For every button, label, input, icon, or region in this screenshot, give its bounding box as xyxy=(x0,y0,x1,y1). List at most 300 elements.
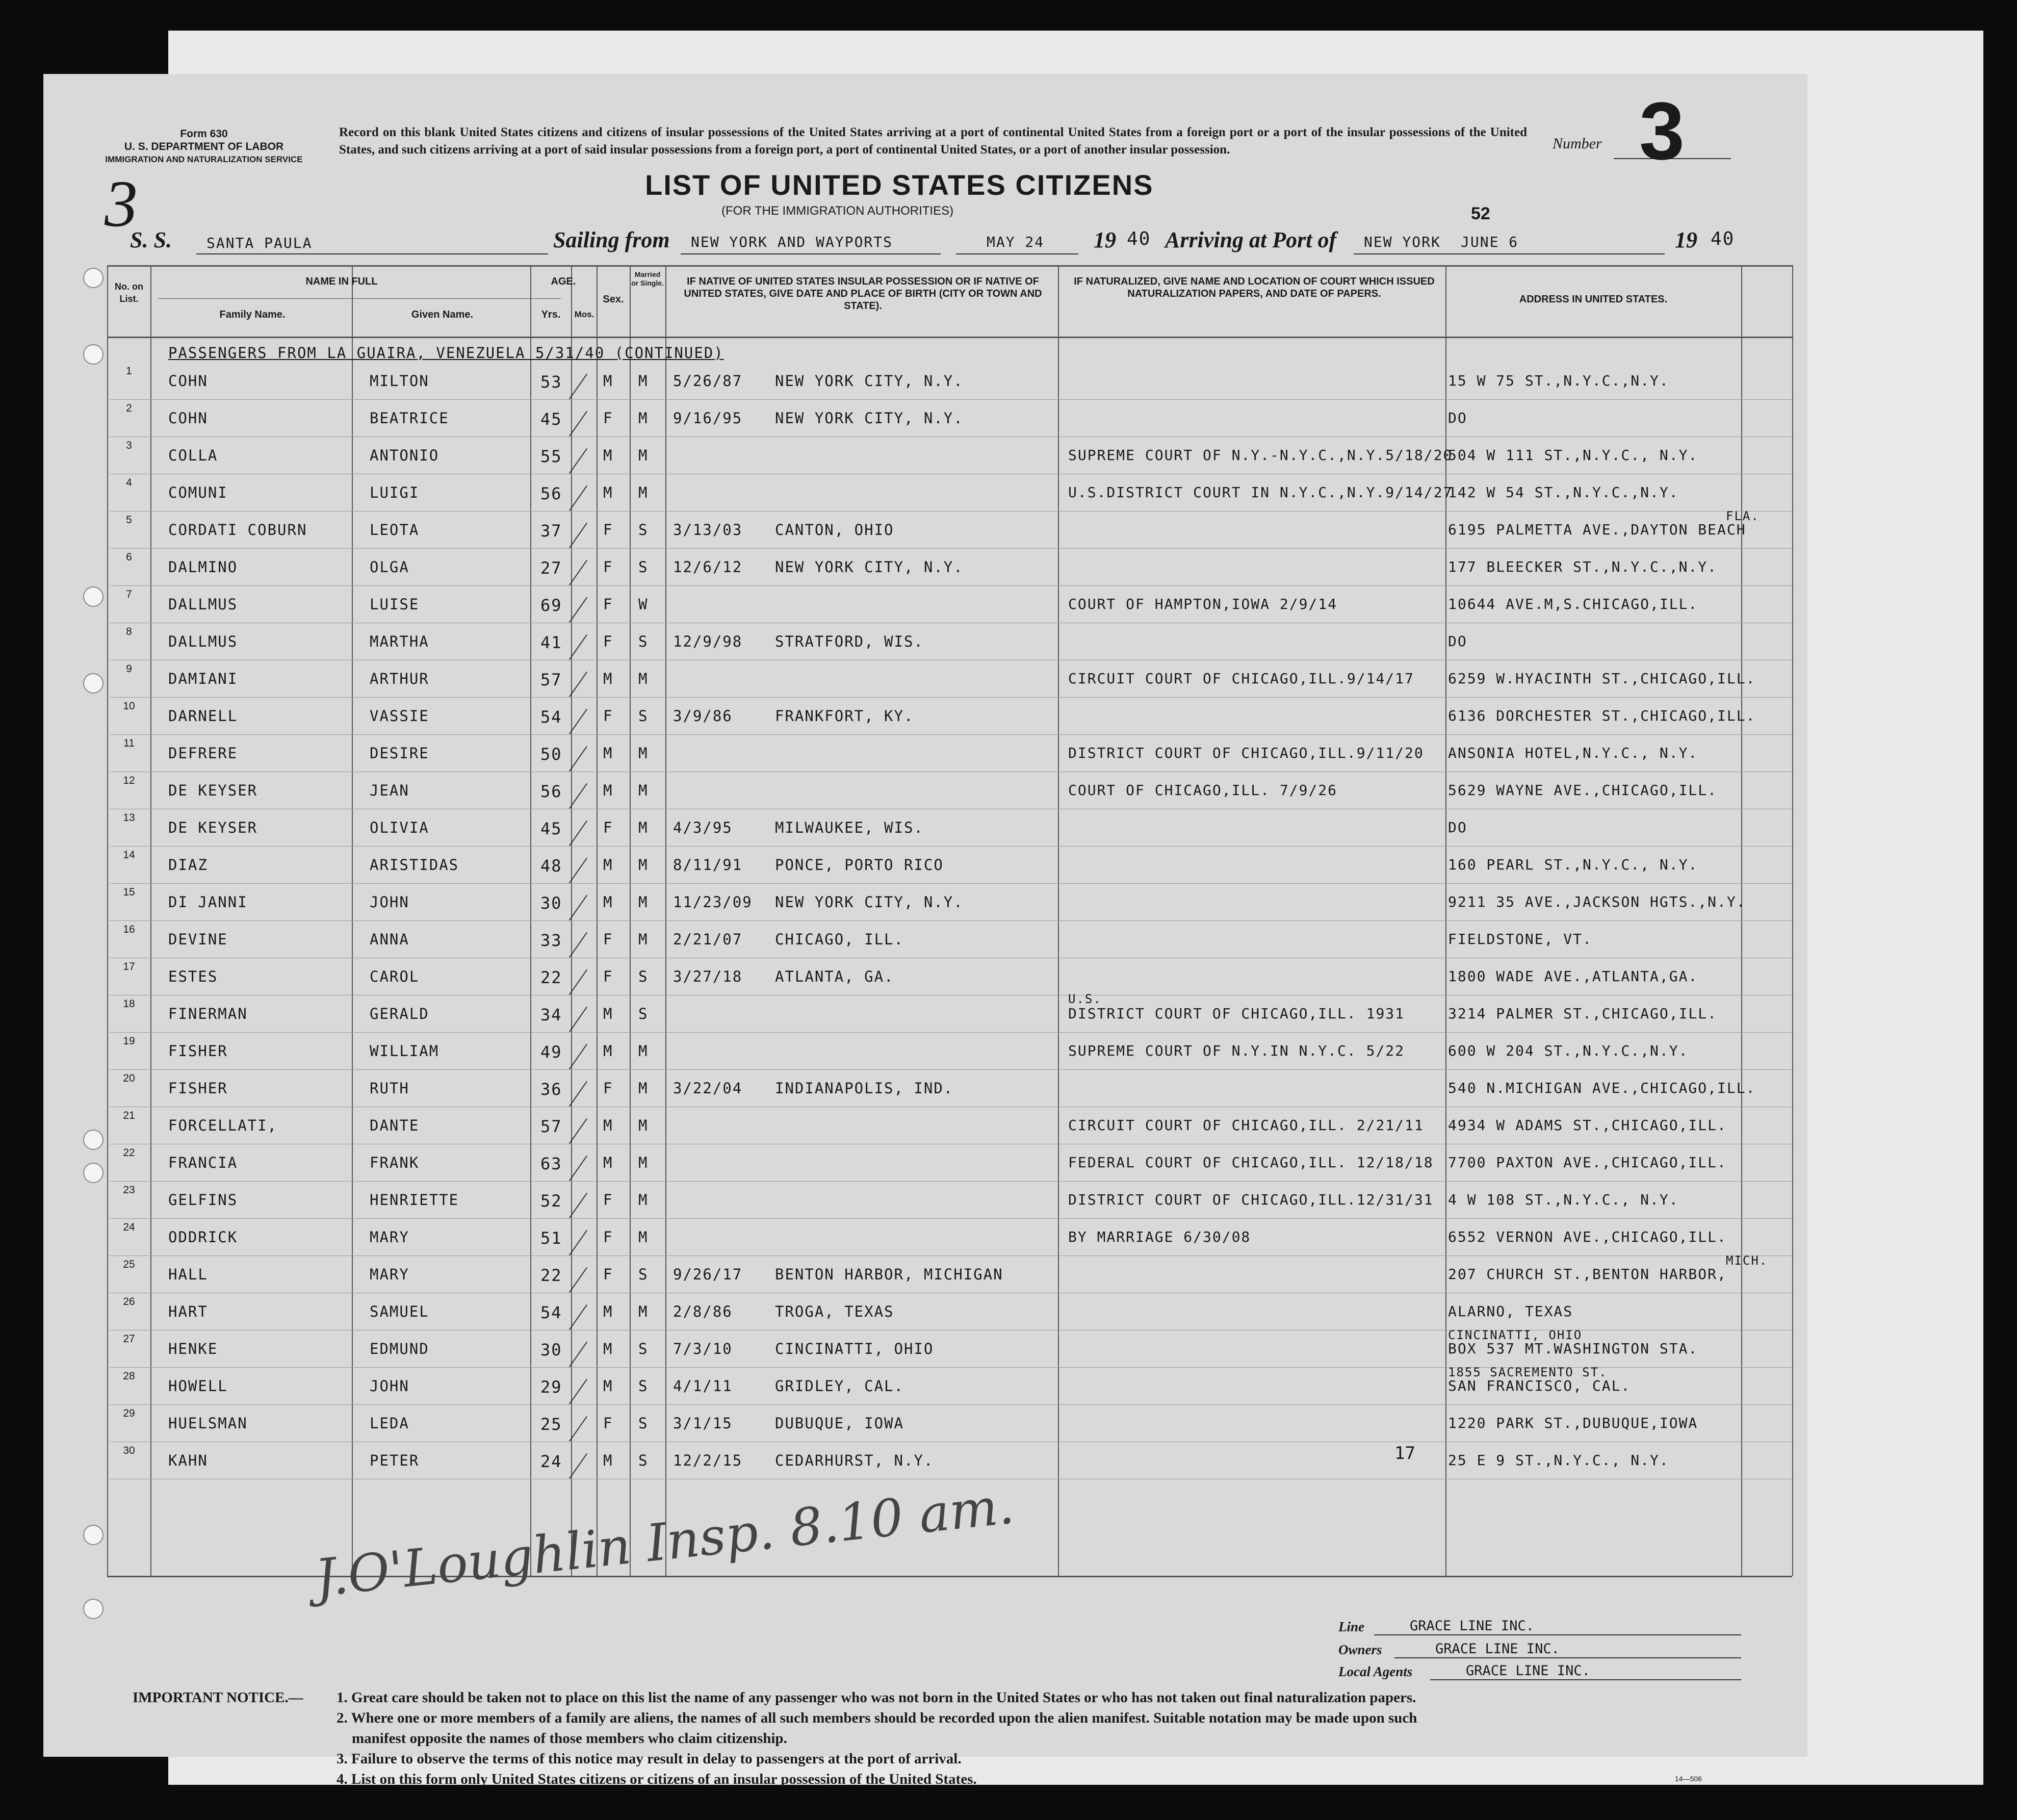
given-name: ARISTIDAS xyxy=(370,856,459,874)
address: 6136 DORCHESTER ST.,CHICAGO,ILL. xyxy=(1448,707,1756,724)
owners-label: Owners xyxy=(1338,1642,1382,1657)
marital-status: M xyxy=(638,1117,649,1134)
row-number: 16 xyxy=(123,924,135,935)
family-name: COHN xyxy=(168,409,208,427)
row-number: 25 xyxy=(123,1259,135,1270)
family-name: COHN xyxy=(168,372,208,390)
row-number: 13 xyxy=(123,812,135,824)
marital-status: S xyxy=(638,1340,649,1357)
address: 3214 PALMER ST.,CHICAGO,ILL. xyxy=(1448,1005,1718,1022)
sex: F xyxy=(603,819,613,836)
given-name: FRANK xyxy=(370,1154,420,1171)
age: 25 xyxy=(540,1415,562,1434)
naturalization-court: DISTRICT COURT OF CHICAGO,ILL.12/31/31 xyxy=(1068,1191,1434,1208)
family-name: DARNELL xyxy=(168,707,238,725)
row-rule xyxy=(110,1218,1792,1219)
notice-item-3: 3. Failure to observe the terms of this notice may result in delay to passengers at the port of arrival. xyxy=(337,1751,962,1767)
family-name: DIAZ xyxy=(168,856,208,874)
family-name: HENKE xyxy=(168,1340,218,1357)
header-age: AGE. xyxy=(551,276,576,287)
list-number: 3 xyxy=(1639,85,1685,176)
arriving-label: Arriving at Port of xyxy=(1165,227,1337,252)
age: 51 xyxy=(540,1228,562,1248)
given-name: WILLIAM xyxy=(370,1042,439,1060)
sex: M xyxy=(603,893,613,911)
sex: M xyxy=(603,372,613,390)
row-rule xyxy=(110,1069,1792,1070)
sex: F xyxy=(603,968,613,985)
line-label: Line xyxy=(1338,1619,1364,1634)
birth-place: NEW YORK CITY, N.Y. xyxy=(775,409,964,427)
family-name: COMUNI xyxy=(168,484,228,501)
given-name: HENRIETTE xyxy=(370,1191,459,1209)
sex: F xyxy=(603,931,613,948)
naturalization-court: COURT OF CHICAGO,ILL. 7/9/26 xyxy=(1068,782,1338,799)
header-native: IF NATIVE OF UNITED STATES INSULAR POSSESSION OR IF NATIVE OF UNITED STATES, GIVE DATE AND PLACE OF BIRTH (CITY OR TOWN AND STATE). xyxy=(684,276,1042,312)
birth-place: STRATFORD, WIS. xyxy=(775,633,924,650)
header-yrs: Yrs. xyxy=(541,309,561,320)
given-name: EDMUND xyxy=(370,1340,429,1357)
address: 6195 PALMETTA AVE.,DAYTON BEACH xyxy=(1448,521,1746,538)
given-name: ANNA xyxy=(370,931,409,948)
birth-place: NEW YORK CITY, N.Y. xyxy=(775,893,964,911)
row-number: 20 xyxy=(123,1072,135,1084)
punch-hole xyxy=(83,1599,104,1619)
age: 55 xyxy=(540,447,562,466)
naturalization-court: U.S.DISTRICT COURT IN N.Y.C.,N.Y.9/14/27 xyxy=(1068,484,1453,501)
arrival-date: JUNE 6 xyxy=(1461,234,1519,250)
birth-place: ATLANTA, GA. xyxy=(775,968,894,985)
marital-status: M xyxy=(638,670,649,687)
given-name: MARTHA xyxy=(370,633,429,650)
family-name: ODDRICK xyxy=(168,1228,238,1246)
birth-place: GRIDLEY, CAL. xyxy=(775,1377,904,1395)
header-address: ADDRESS IN UNITED STATES. xyxy=(1519,294,1668,305)
birth-date: 8/11/91 xyxy=(673,856,743,874)
address: 177 BLEECKER ST.,N.Y.C.,N.Y. xyxy=(1448,558,1718,575)
manifest-page xyxy=(43,74,1807,1787)
punch-hole xyxy=(83,1130,104,1150)
given-name: LUISE xyxy=(370,596,420,613)
naturalization-court: SUPREME COURT OF N.Y.IN N.Y.C. 5/22 xyxy=(1068,1042,1405,1059)
age: 24 xyxy=(540,1452,562,1471)
birth-place: INDIANAPOLIS, IND. xyxy=(775,1080,954,1097)
given-name: JEAN xyxy=(370,782,409,799)
given-name: DANTE xyxy=(370,1117,420,1134)
given-name: BEATRICE xyxy=(370,409,449,427)
age: 37 xyxy=(540,521,562,541)
age: 52 xyxy=(540,1191,562,1211)
sex: F xyxy=(603,1191,613,1209)
given-name: JOHN xyxy=(370,893,409,911)
age: 69 xyxy=(540,596,562,615)
marital-status: M xyxy=(638,372,649,390)
sex: M xyxy=(603,1303,613,1320)
marital-status: M xyxy=(638,1154,649,1171)
marital-status: S xyxy=(638,1266,649,1283)
sail-date: MAY 24 xyxy=(987,234,1045,250)
row-number: 10 xyxy=(123,700,135,712)
punch-hole xyxy=(83,1525,104,1545)
sex: F xyxy=(603,1228,613,1246)
address: FIELDSTONE, VT. xyxy=(1448,931,1592,947)
ss-label: S. S. xyxy=(130,227,172,252)
stamp-number: 52 xyxy=(1471,204,1490,223)
sex: M xyxy=(603,670,613,687)
marital-status: M xyxy=(638,782,649,799)
given-name: OLGA xyxy=(370,558,409,576)
family-name: COLLA xyxy=(168,447,218,464)
sailing-from: NEW YORK AND WAYPORTS xyxy=(691,234,893,250)
birth-place: TROGA, TEXAS xyxy=(775,1303,894,1320)
marital-status: S xyxy=(638,968,649,985)
birth-date: 9/26/17 xyxy=(673,1266,743,1283)
age: 56 xyxy=(540,782,562,801)
address-extra: FLA. xyxy=(1726,509,1760,523)
family-name: DEFRERE xyxy=(168,745,238,762)
court-extra: U.S. xyxy=(1068,992,1102,1006)
birth-date: 3/1/15 xyxy=(673,1415,733,1432)
row-number: 21 xyxy=(123,1110,135,1121)
row-number: 3 xyxy=(126,440,132,451)
age: 41 xyxy=(540,633,562,652)
margin-note: 17 xyxy=(1394,1443,1415,1464)
naturalization-court: FEDERAL COURT OF CHICAGO,ILL. 12/18/18 xyxy=(1068,1154,1434,1171)
header-naturalized: IF NATURALIZED, GIVE NAME AND LOCATION OF COURT WHICH ISSUED NATURALIZATION PAPERS, AND DATE OF PAPERS. xyxy=(1074,276,1435,299)
notice-label: IMPORTANT NOTICE.— xyxy=(133,1689,303,1706)
ship-name: SANTA PAULA xyxy=(206,235,313,251)
sex: F xyxy=(603,596,613,613)
sex: F xyxy=(603,1080,613,1097)
marital-status: S xyxy=(638,521,649,539)
age: 33 xyxy=(540,931,562,950)
given-name: ARTHUR xyxy=(370,670,429,687)
marital-status: M xyxy=(638,1191,649,1209)
age: 53 xyxy=(540,372,562,392)
sex: F xyxy=(603,707,613,725)
row-number: 28 xyxy=(123,1370,135,1382)
family-name: HALL xyxy=(168,1266,208,1283)
sex: F xyxy=(603,409,613,427)
arrival-port: NEW YORK xyxy=(1364,234,1441,250)
sex: M xyxy=(603,1042,613,1060)
family-name: DE KEYSER xyxy=(168,819,258,836)
family-name: DAMIANI xyxy=(168,670,238,687)
row-rule xyxy=(110,883,1792,884)
age: 57 xyxy=(540,1117,562,1136)
sex: M xyxy=(603,1377,613,1395)
row-number: 11 xyxy=(123,737,135,749)
given-name: LEOTA xyxy=(370,521,420,539)
row-number: 24 xyxy=(123,1221,135,1233)
birth-place: MILWAUKEE, WIS. xyxy=(775,819,924,836)
given-name: MILTON xyxy=(370,372,429,390)
birth-place: BENTON HARBOR, MICHIGAN xyxy=(775,1266,1003,1283)
header-mos: Mos. xyxy=(574,310,594,319)
row-number: 8 xyxy=(126,626,132,637)
row-rule xyxy=(110,1032,1792,1033)
row-rule xyxy=(110,548,1792,549)
birth-date: 4/1/11 xyxy=(673,1377,733,1395)
given-name: RUTH xyxy=(370,1080,409,1097)
address: 5629 WAYNE AVE.,CHICAGO,ILL. xyxy=(1448,782,1718,799)
punch-hole xyxy=(83,673,104,694)
family-name: FISHER xyxy=(168,1042,228,1060)
age: 36 xyxy=(540,1080,562,1099)
given-name: MARY xyxy=(370,1266,409,1283)
header-name-in-full: NAME IN FULL xyxy=(305,276,378,287)
marital-status: M xyxy=(638,1042,649,1060)
sail-year: 40 xyxy=(1127,228,1151,249)
row-number: 15 xyxy=(123,886,135,898)
handwritten-number: 3 xyxy=(105,167,138,241)
marital-status: M xyxy=(638,1303,649,1320)
row-number: 22 xyxy=(123,1147,135,1159)
birth-date: 3/27/18 xyxy=(673,968,743,985)
address: 1220 PARK ST.,DUBUQUE,IOWA xyxy=(1448,1415,1698,1431)
printer-mark: 14—506 xyxy=(1675,1775,1702,1783)
age: 54 xyxy=(540,1303,562,1322)
address: 6552 VERNON AVE.,CHICAGO,ILL. xyxy=(1448,1228,1727,1245)
line-value: GRACE LINE INC. xyxy=(1410,1618,1534,1634)
naturalization-court: BY MARRIAGE 6/30/08 xyxy=(1068,1228,1251,1245)
marital-status: S xyxy=(638,633,649,650)
age: 57 xyxy=(540,670,562,689)
address: 9211 35 AVE.,JACKSON HGTS.,N.Y. xyxy=(1448,893,1746,910)
birth-place: NEW YORK CITY, N.Y. xyxy=(775,372,964,390)
age: 49 xyxy=(540,1042,562,1062)
birth-place: FRANKFORT, KY. xyxy=(775,707,914,725)
age: 27 xyxy=(540,558,562,578)
birth-date: 12/2/15 xyxy=(673,1452,743,1469)
address: 1800 WADE AVE.,ATLANTA,GA. xyxy=(1448,968,1698,985)
notice-item-1: 1. Great care should be taken not to place on this list the name of any passenger who was not born in the United States or who has not taken out final naturalization papers. xyxy=(337,1689,1416,1706)
marital-status: M xyxy=(638,409,649,427)
address: 10644 AVE.M,S.CHICAGO,ILL. xyxy=(1448,596,1698,612)
given-name: PETER xyxy=(370,1452,420,1469)
address: 4 W 108 ST.,N.Y.C., N.Y. xyxy=(1448,1191,1679,1208)
address: ANSONIA HOTEL,N.Y.C., N.Y. xyxy=(1448,745,1698,761)
birth-place: CEDARHURST, N.Y. xyxy=(775,1452,934,1469)
header-family-name: Family Name. xyxy=(219,309,286,320)
address: 7700 PAXTON AVE.,CHICAGO,ILL. xyxy=(1448,1154,1727,1171)
row-rule xyxy=(110,1181,1792,1182)
punch-hole xyxy=(83,268,104,288)
sex: M xyxy=(603,856,613,874)
marital-status: M xyxy=(638,856,649,874)
family-name: GELFINS xyxy=(168,1191,238,1209)
sex: F xyxy=(603,558,613,576)
given-name: OLIVIA xyxy=(370,819,429,836)
sailing-label: Sailing from xyxy=(553,227,670,252)
header-given-name: Given Name. xyxy=(411,309,474,320)
birth-date: 3/13/03 xyxy=(673,521,743,539)
marital-status: W xyxy=(638,596,649,613)
number-label: Number xyxy=(1553,135,1602,152)
family-name: FINERMAN xyxy=(168,1005,248,1022)
sex: F xyxy=(603,633,613,650)
family-name: DALMINO xyxy=(168,558,238,576)
sex: F xyxy=(603,521,613,539)
birth-date: 3/22/04 xyxy=(673,1080,743,1097)
age: 63 xyxy=(540,1154,562,1173)
row-number: 6 xyxy=(126,551,132,563)
given-name: GERALD xyxy=(370,1005,429,1022)
address: DO xyxy=(1448,409,1467,426)
punch-hole xyxy=(83,1163,104,1183)
birth-date: 2/21/07 xyxy=(673,931,743,948)
age: 22 xyxy=(540,1266,562,1285)
row-number: 2 xyxy=(126,402,132,414)
sex: M xyxy=(603,1005,613,1022)
corner-mark: 7 xyxy=(1787,1732,1796,1752)
sex: M xyxy=(603,1117,613,1134)
naturalization-court: CIRCUIT COURT OF CHICAGO,ILL. 2/21/11 xyxy=(1068,1117,1424,1134)
birth-place: CINCINATTI, OHIO xyxy=(775,1340,934,1357)
marital-status: S xyxy=(638,1377,649,1395)
address: SAN FRANCISCO, CAL. xyxy=(1448,1377,1631,1394)
row-number: 26 xyxy=(123,1296,135,1308)
naturalization-court: CIRCUIT COURT OF CHICAGO,ILL.9/14/17 xyxy=(1068,670,1414,687)
address: 142 W 54 ST.,N.Y.C.,N.Y. xyxy=(1448,484,1679,501)
given-name: DESIRE xyxy=(370,745,429,762)
address: 600 W 204 ST.,N.Y.C.,N.Y. xyxy=(1448,1042,1689,1059)
arrive-year: 40 xyxy=(1711,228,1735,249)
address-extra: 1855 SACREMENTO ST. xyxy=(1448,1365,1608,1379)
sex: M xyxy=(603,1340,613,1357)
marital-status: M xyxy=(638,447,649,464)
address: 504 W 111 ST.,N.Y.C., N.Y. xyxy=(1448,447,1698,464)
address: 4934 W ADAMS ST.,CHICAGO,ILL. xyxy=(1448,1117,1727,1134)
sex: M xyxy=(603,782,613,799)
birth-date: 12/9/98 xyxy=(673,633,743,650)
marital-status: M xyxy=(638,931,649,948)
sex: M xyxy=(603,484,613,501)
family-name: FRANCIA xyxy=(168,1154,238,1171)
given-name: JOHN xyxy=(370,1377,409,1395)
header-no: No. on List. xyxy=(115,281,143,304)
row-rule xyxy=(110,1404,1792,1405)
address: 25 E 9 ST.,N.Y.C., N.Y. xyxy=(1448,1452,1669,1469)
notice-item-2b: manifest opposite the names of those members who claim citizenship. xyxy=(352,1730,787,1747)
row-number: 30 xyxy=(123,1445,135,1456)
naturalization-court: DISTRICT COURT OF CHICAGO,ILL.9/11/20 xyxy=(1068,745,1424,761)
row-number: 4 xyxy=(126,477,132,489)
local-agents-value: GRACE LINE INC. xyxy=(1466,1663,1590,1679)
row-rule xyxy=(110,846,1792,847)
marital-status: M xyxy=(638,745,649,762)
address: 540 N.MICHIGAN AVE.,CHICAGO,ILL. xyxy=(1448,1080,1756,1096)
birth-place: DUBUQUE, IOWA xyxy=(775,1415,904,1432)
row-number: 7 xyxy=(126,588,132,600)
age: 56 xyxy=(540,484,562,503)
naturalization-court: COURT OF HAMPTON,IOWA 2/9/14 xyxy=(1068,596,1338,612)
family-name: HART xyxy=(168,1303,208,1320)
header-married: Married or Single. xyxy=(631,270,664,287)
notice-item-4: 4. List on this form only United States citizens or citizens of an insular possession of the United States. xyxy=(337,1771,977,1787)
family-name: KAHN xyxy=(168,1452,208,1469)
family-name: CORDATI COBURN xyxy=(168,521,307,539)
marital-status: M xyxy=(638,484,649,501)
given-name: MARY xyxy=(370,1228,409,1246)
age: 34 xyxy=(540,1005,562,1024)
row-number: 19 xyxy=(123,1035,135,1047)
notice-item-2: 2. Where one or more members of a family are aliens, the names of all such members should be recorded upon the alien manifest. Suitable notation may be made upon such xyxy=(337,1710,1417,1726)
form-header xyxy=(102,127,306,166)
marital-status: S xyxy=(638,558,649,576)
row-number: 17 xyxy=(123,961,135,972)
naturalization-court: DISTRICT COURT OF CHICAGO,ILL. 1931 xyxy=(1068,1005,1405,1022)
age: 45 xyxy=(540,819,562,838)
family-name: DEVINE xyxy=(168,931,228,948)
age: 22 xyxy=(540,968,562,987)
inspector-signature: J.O'Loughlin Insp. 8.10 am. xyxy=(312,1475,1017,1608)
birth-place: CHICAGO, ILL. xyxy=(775,931,904,948)
birth-place: CANTON, OHIO xyxy=(775,521,894,539)
given-name: ANTONIO xyxy=(370,447,439,464)
age: 54 xyxy=(540,707,562,727)
row-rule xyxy=(110,697,1792,698)
family-name: FORCELLATI, xyxy=(168,1117,278,1134)
sex: M xyxy=(603,1452,613,1469)
row-number: 23 xyxy=(123,1184,135,1196)
given-name: SAMUEL xyxy=(370,1303,429,1320)
header-sex: Sex. xyxy=(603,294,624,305)
marital-status: S xyxy=(638,1005,649,1022)
service: IMMIGRATION AND NATURALIZATION SERVICE xyxy=(105,155,303,164)
address: 6259 W.HYACINTH ST.,CHICAGO,ILL. xyxy=(1448,670,1756,687)
family-name: HOWELL xyxy=(168,1377,228,1395)
marital-status: S xyxy=(638,707,649,725)
form-number: Form 630 xyxy=(180,128,228,140)
row-rule xyxy=(110,734,1792,735)
address: ALARNO, TEXAS xyxy=(1448,1303,1573,1320)
marital-status: S xyxy=(638,1452,649,1469)
row-rule xyxy=(110,399,1792,400)
row-number: 18 xyxy=(123,998,135,1010)
address: DO xyxy=(1448,633,1467,650)
marital-status: M xyxy=(638,819,649,836)
section-note: PASSENGERS FROM LA GUAIRA, VENEZUELA 5/31/40 (CONTINUED) xyxy=(168,344,724,362)
row-number: 12 xyxy=(123,775,135,786)
row-number: 29 xyxy=(123,1407,135,1419)
sex: F xyxy=(603,1415,613,1432)
page-title: LIST OF UNITED STATES CITIZENS xyxy=(645,169,1154,201)
family-name: HUELSMAN xyxy=(168,1415,248,1432)
given-name: LUIGI xyxy=(370,484,420,501)
family-name: FISHER xyxy=(168,1080,228,1097)
sail-year-prefix: 19 xyxy=(1094,227,1116,252)
birth-date: 5/26/87 xyxy=(673,372,743,390)
address: DO xyxy=(1448,819,1467,836)
address: 160 PEARL ST.,N.Y.C., N.Y. xyxy=(1448,856,1698,873)
row-rule xyxy=(110,920,1792,921)
row-number: 1 xyxy=(126,365,132,377)
row-rule xyxy=(110,585,1792,586)
age: 30 xyxy=(540,1340,562,1360)
marital-status: M xyxy=(638,1080,649,1097)
given-name: LEDA xyxy=(370,1415,409,1432)
birth-place: PONCE, PORTO RICO xyxy=(775,856,944,874)
given-name: CAROL xyxy=(370,968,420,985)
marital-status: S xyxy=(638,1415,649,1432)
birth-date: 3/9/86 xyxy=(673,707,733,725)
row-number: 14 xyxy=(123,849,135,861)
birth-place: NEW YORK CITY, N.Y. xyxy=(775,558,964,576)
sex: M xyxy=(603,447,613,464)
local-agents-label: Local Agents xyxy=(1338,1664,1413,1679)
address-extra: CINCINATTI, OHIO xyxy=(1448,1328,1583,1342)
